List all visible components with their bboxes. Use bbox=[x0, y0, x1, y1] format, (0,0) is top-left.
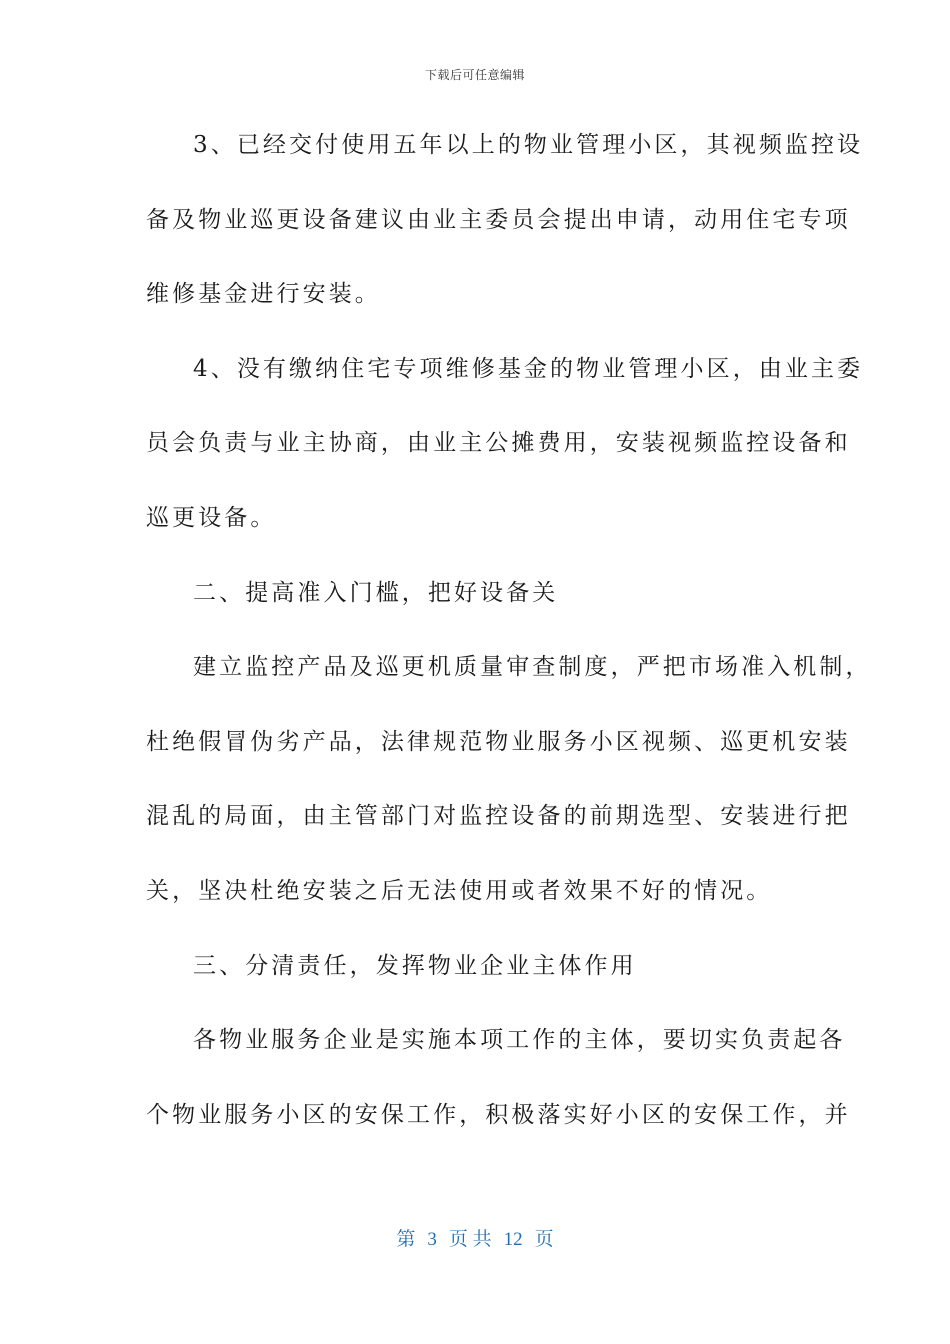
header-note: 下载后可任意编辑 bbox=[424, 68, 525, 82]
paragraph-line: 建立监控产品及巡更机质量审查制度，严把市场准入机制， bbox=[193, 654, 872, 681]
paragraph-line: 关，坚决杜绝安装之后无法使用或者效果不好的情况。 bbox=[146, 877, 773, 904]
paragraph-line: 个物业服务小区的安保工作，积极落实好小区的安保工作，并 bbox=[146, 1101, 851, 1128]
footer-middle: 页 共 bbox=[448, 1229, 492, 1250]
total-pages-number: 12 bbox=[503, 1229, 523, 1250]
paragraph-line: 各物业服务企业是实施本项工作的主体，要切实负责起各 bbox=[193, 1027, 846, 1054]
paragraph-line: 混乱的局面，由主管部门对监控设备的前期选型、安装进行把 bbox=[146, 803, 851, 830]
section-heading: 三、分清责任，发挥物业企业主体作用 bbox=[193, 952, 637, 979]
footer-suffix: 页 bbox=[534, 1229, 554, 1250]
page-number-footer bbox=[0, 1224, 950, 1251]
paragraph-line: 杜绝假冒伪劣产品，法律规范物业服务小区视频、巡更机安装 bbox=[146, 728, 851, 755]
paragraph-line: 维修基金进行安装。 bbox=[146, 281, 381, 308]
paragraph-line: 4、没有缴纳住宅专项维修基金的物业管理小区，由业主委 bbox=[193, 355, 864, 382]
paragraph-line: 巡更设备。 bbox=[146, 504, 277, 531]
footer-prefix: 第 bbox=[396, 1229, 416, 1250]
paragraph-line: 备及物业巡更设备建议由业主委员会提出申请，动用住宅专项 bbox=[146, 206, 851, 233]
current-page-number: 3 bbox=[427, 1229, 437, 1250]
paragraph-line: 员会负责与业主协商，由业主公摊费用，安装视频监控设备和 bbox=[146, 430, 851, 457]
section-heading: 二、提高准入门槛，把好设备关 bbox=[193, 579, 559, 606]
document-body bbox=[146, 122, 872, 1166]
paragraph-line: 3、已经交付使用五年以上的物业管理小区，其视频监控设 bbox=[193, 132, 864, 158]
